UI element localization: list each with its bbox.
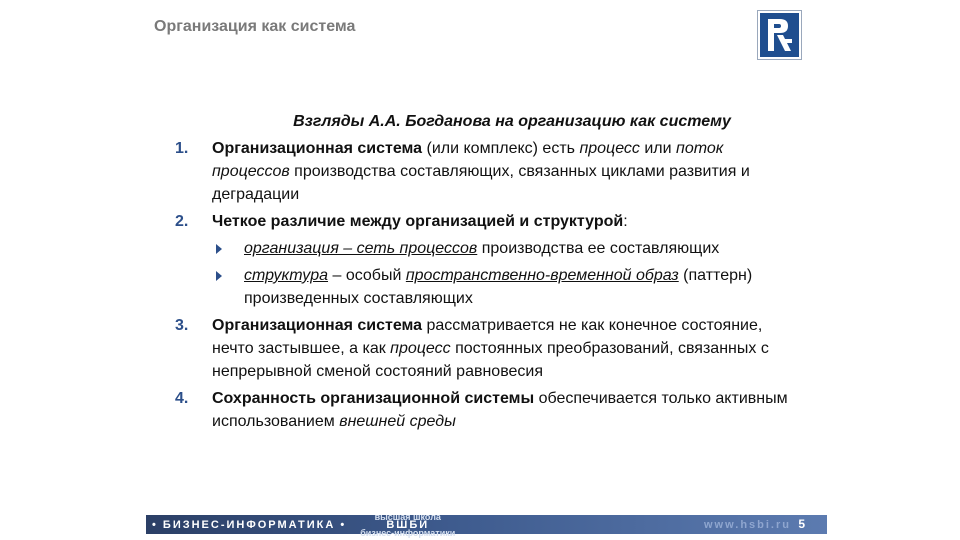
item-bold-text: Сохранность организационной системы: [212, 390, 535, 407]
sub-underlined-text: пространственно-временной образ: [405, 267, 679, 284]
page-number: 5: [798, 517, 805, 531]
item-italic-text: поток процессов: [212, 140, 724, 180]
sub-text: – особый: [328, 267, 406, 284]
item-bold-text: Организационная система: [212, 317, 423, 334]
sub-text: (паттерн) произведенных составляющих: [244, 267, 753, 307]
footer-bar: [146, 511, 827, 538]
item-text: постоянных преобразований, связанных с непрерывной сменой состояний равновесия: [212, 340, 769, 380]
hse-logo-icon: [760, 13, 799, 57]
sub-text: производства ее составляющих: [477, 240, 720, 257]
item-text: рассматривается не как конечное состояние, нечто застывшее, а как: [212, 317, 763, 357]
sub-underlined-text: структура: [244, 267, 329, 284]
footer-website: www.hsbi.ru: [704, 518, 791, 531]
item-text: обеспечивается только активным использованием: [212, 390, 788, 430]
footer-mark-main: ВШБИ: [386, 518, 430, 531]
sub-list-item: [172, 264, 792, 310]
hse-logo-emblem: [760, 13, 799, 57]
item-text: производства составляющих, связанных циклами развития и деградации: [212, 163, 750, 203]
content-area: [172, 110, 792, 437]
item-italic-text: процесс: [579, 140, 640, 157]
sub-underlined-text: организация – сеть процессов: [244, 240, 478, 257]
list-item: [172, 137, 792, 206]
item-bold-text: Четкое различие между организацией и структурой: [212, 213, 624, 230]
content-heading: Взгляды А.А. Богданова на организацию как систему: [293, 113, 731, 130]
item-italic-text: процесс: [390, 340, 451, 357]
item-number: 3.: [175, 317, 189, 334]
item-italic-text: внешней среды: [339, 413, 456, 430]
item-text: :: [623, 213, 628, 230]
item-text: или: [639, 140, 677, 157]
item-text: (или комплекс) есть: [422, 140, 580, 157]
footer-mark-top: высшая школа: [374, 511, 441, 522]
item-number: 2.: [175, 213, 189, 230]
sub-list-item: [172, 237, 792, 260]
item-bold-text: Организационная система: [212, 140, 423, 157]
slide-title: Организация как система: [154, 18, 356, 35]
list-item: [172, 387, 792, 433]
triangle-bullet-icon: [216, 271, 222, 281]
hse-logo: [757, 10, 802, 60]
list-item: [172, 314, 792, 383]
footer-mark-bottom: бизнес-информатики: [360, 527, 456, 538]
item-number: 4.: [175, 390, 189, 407]
triangle-bullet-icon: [216, 244, 222, 254]
list-item: [172, 210, 792, 233]
footer-brand: • БИЗНЕС-ИНФОРМАТИКА •: [152, 518, 347, 531]
footer-school-mark: [360, 513, 455, 537]
item-number: 1.: [175, 140, 189, 157]
